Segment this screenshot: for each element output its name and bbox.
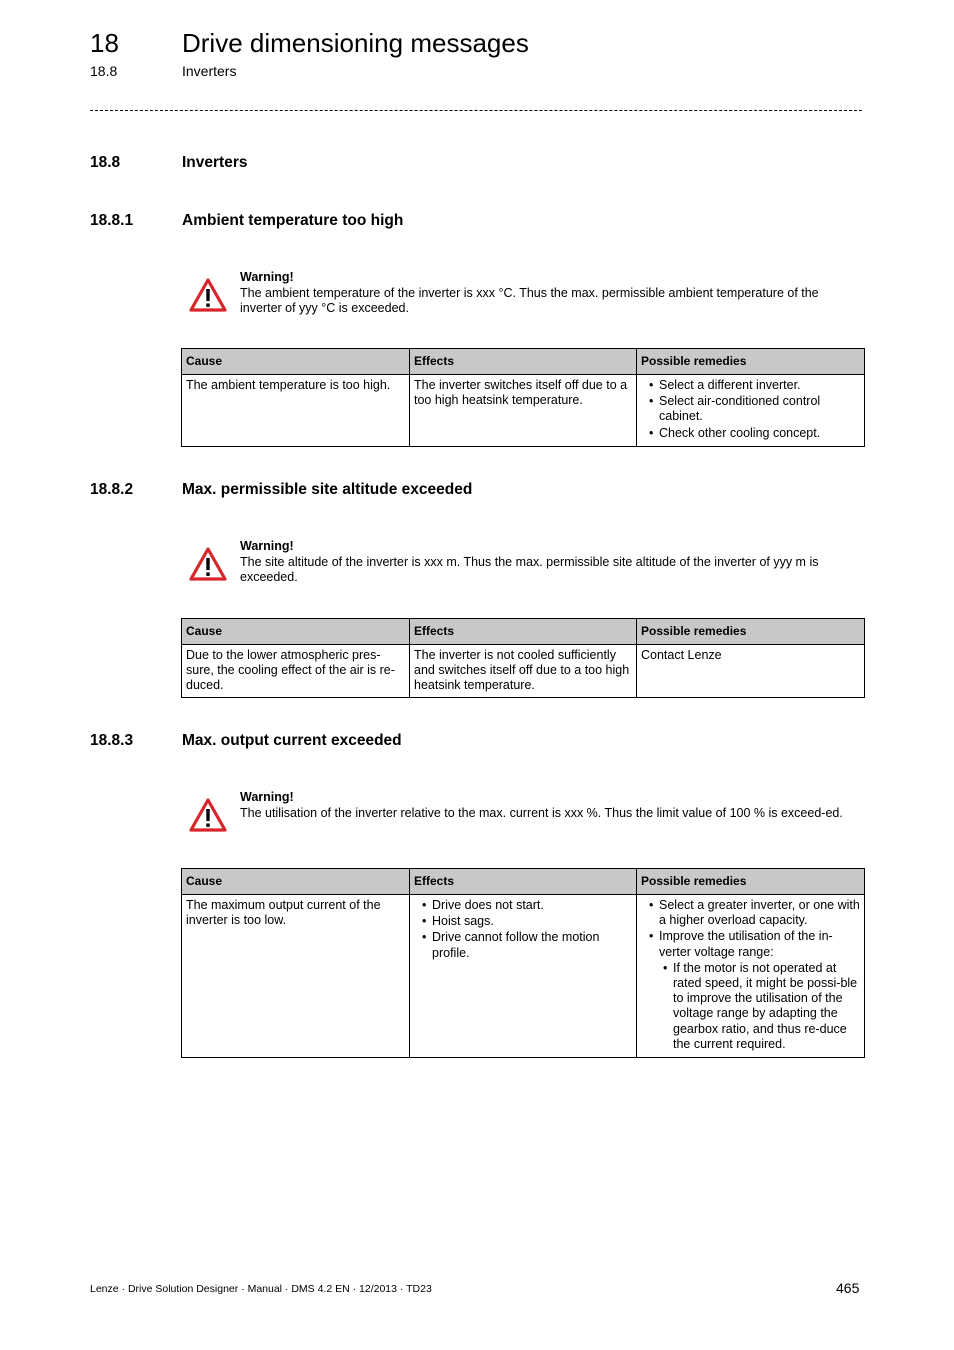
warning-text: The utilisation of the inverter relative to the max. current is xxx %. Thus the limit value of 100 % is exceed-ed.	[240, 805, 843, 820]
effects-cell	[410, 895, 637, 1058]
list-item: • Check other cooling concept.	[659, 426, 860, 441]
message-table	[181, 618, 865, 698]
header-section-title: Inverters	[182, 63, 237, 79]
page-number: 465	[836, 1280, 860, 1296]
list-item: • Drive cannot follow the motion profile.	[432, 930, 632, 960]
sub-list-item: • If the motor is not operated at rated speed, it might be possi-ble to improve the utilisation of the voltage range by adapting the gearbox ratio, and thus re-duce the current required.	[673, 961, 860, 1052]
chapter-title: Drive dimensioning messages	[182, 28, 529, 58]
warning-triangle-icon	[188, 797, 228, 833]
warning-triangle-icon	[188, 277, 228, 313]
remedies-cell: Contact Lenze	[637, 645, 865, 698]
warning-title: Warning!	[240, 539, 294, 553]
column-header-cause: Cause	[182, 869, 410, 895]
subsection-number: 18.8.1	[90, 212, 134, 229]
warning-box	[188, 270, 863, 320]
column-header-remedies: Possible remedies	[637, 349, 865, 375]
list-item: • Select a greater inverter, or one with a higher overload capacity.	[659, 898, 860, 928]
column-header-remedies: Possible remedies	[637, 619, 865, 645]
column-header-effects: Effects	[410, 869, 637, 895]
column-header-remedies: Possible remedies	[637, 869, 865, 895]
warning-title: Warning!	[240, 790, 294, 804]
warning-text: The ambient temperature of the inverter is xxx °C. Thus the max. permissible ambient temperature of the inverter of yyy °C is exceeded.	[240, 285, 819, 315]
cause-cell: The ambient temperature is too high.	[182, 375, 410, 447]
effects-cell: The inverter is not cooled sufficiently and switches itself off due to a too high heatsink temperature.	[410, 645, 637, 698]
cause-cell: Due to the lower atmospheric pres-sure, the cooling effect of the air is re-duced.	[182, 645, 410, 698]
warning-box	[188, 539, 863, 589]
list-item: • Select a different inverter.	[659, 378, 860, 393]
column-header-effects: Effects	[410, 349, 637, 375]
warning-title: Warning!	[240, 270, 294, 284]
warning-triangle-icon	[188, 546, 228, 582]
list-item: • Select air-conditioned control cabinet.	[659, 394, 860, 424]
column-header-cause: Cause	[182, 349, 410, 375]
message-table	[181, 868, 865, 1058]
column-header-cause: Cause	[182, 619, 410, 645]
list-item-text: Improve the utilisation of the in-verter voltage range:	[659, 929, 833, 959]
subsection-number: 18.8.2	[90, 481, 134, 498]
cause-cell: The maximum output current of the inverter is too low.	[182, 895, 410, 1058]
section-title: Inverters	[182, 154, 248, 171]
remedies-cell	[637, 375, 865, 447]
header-section-number: 18.8	[90, 63, 118, 79]
warning-text: The site altitude of the inverter is xxx m. Thus the max. permissible site altitude of the inverter of yyy m is exceeded.	[240, 554, 819, 584]
effects-cell: The inverter switches itself off due to a too high heatsink temperature.	[410, 375, 637, 447]
list-item	[659, 929, 860, 1052]
subsection-title: Max. permissible site altitude exceeded	[182, 481, 473, 498]
section-number: 18.8	[90, 154, 121, 171]
subsection-number: 18.8.3	[90, 732, 134, 749]
list-item: • Hoist sags.	[432, 914, 632, 929]
column-header-effects: Effects	[410, 619, 637, 645]
warning-box	[188, 790, 863, 840]
chapter-number: 18	[90, 28, 119, 58]
header-divider	[90, 110, 862, 111]
list-item: • Drive does not start.	[432, 898, 632, 913]
subsection-title: Ambient temperature too high	[182, 212, 404, 229]
footer-text: Lenze · Drive Solution Designer · Manual · DMS 4.2 EN · 12/2013 · TD23	[90, 1283, 432, 1295]
subsection-title: Max. output current exceeded	[182, 732, 402, 749]
remedies-cell	[637, 895, 865, 1058]
message-table	[181, 348, 865, 447]
